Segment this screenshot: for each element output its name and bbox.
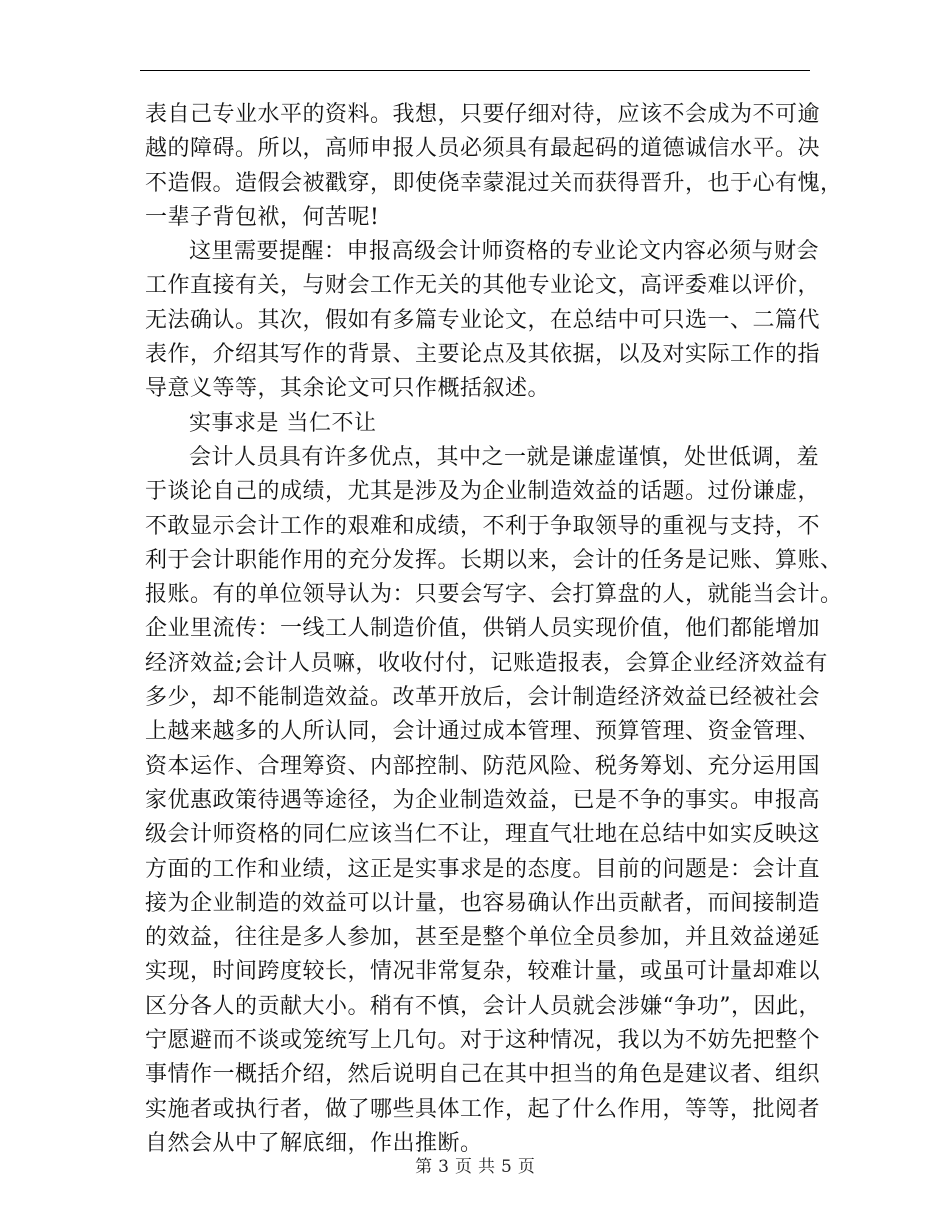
text-line: 级会计师资格的同仁应该当仁不让，理直气壮地在总结中如实反映这 [145,822,821,848]
text-line: 区分各人的贡献大小。稍有不慎，会计人员就会涉嫌“争功”，因此， [145,993,821,1019]
text-line: 不造假。造假会被戳穿，即使侥幸蒙混过关而获得晋升，也于心有愧， [145,170,843,196]
text-line: 实事求是 当仁不让 [189,410,377,436]
text-line: 企业里流传：一线工人制造价值，供销人员实现价值，他们都能增加 [145,616,821,642]
text-line: 于谈论自己的成绩，尤其是涉及为企业制造效益的话题。过份谦虚， [145,479,821,505]
page-footer [0,1152,950,1177]
body-text [145,98,843,1161]
footer-total-pages: 5 [501,1157,512,1177]
text-line: 家优惠政策待遇等途径，为企业制造效益，已是不争的事实。申报高 [145,787,821,813]
text-line: 经济效益;会计人员嘛，收收付付，记账造报表，会算企业经济效益有 [145,650,828,676]
text-line: 不敢显示会计工作的艰难和成绩，不利于争取领导的重视与支持，不 [145,513,821,539]
text-line: 这里需要提醒：申报高级会计师资格的专业论文内容必须与财会 [189,239,820,265]
text-line: 自然会从中了解底细，作出推断。 [145,1130,483,1156]
text-line: 实现，时间跨度较长，情况非常复杂，较难计量，或虽可计量却难以 [145,959,821,985]
text-line: 导意义等等，其余论文可只作概括叙述。 [145,376,551,402]
text-line: 表作，介绍其写作的背景、主要论点及其依据，以及对实际工作的指 [145,342,821,368]
text-line: 报账。有的单位领导认为：只要会写字、会打算盘的人，就能当会计。 [145,582,843,608]
text-line: 工作直接有关，与财会工作无关的其他专业论文，高评委难以评价， [145,273,821,299]
footer-suffix: 页 [517,1157,535,1177]
text-line: 越的障碍。所以，高师申报人员必须具有最起码的道德诚信水平。决 [145,136,821,162]
footer-total-word: 共 [478,1157,495,1177]
footer-page-word: 页 [455,1157,472,1177]
text-line: 方面的工作和业绩，这正是实事求是的态度。目前的问题是：会计直 [145,856,821,882]
text-line: 事情作一概括介绍，然后说明自己在其中担当的角色是建议者、组织 [145,1062,821,1088]
text-line: 上越来越多的人所认同，会计通过成本管理、预算管理、资金管理、 [145,719,821,745]
text-line: 表自己专业水平的资料。我想，只要仔细对待，应该不会成为不可逾 [145,102,821,127]
text-line: 的效益，往往是多人参加，甚至是整个单位全员参加，并且效益递延 [145,925,821,951]
text-line: 会计人员具有许多优点，其中之一就是谦虚谨慎，处世低调，羞 [189,444,820,470]
text-line: 资本运作、合理筹资、内部控制、防范风险、税务筹划、充分运用国 [145,753,821,779]
header-rule [140,70,810,71]
footer-current-page: 3 [438,1157,449,1177]
text-line: 无法确认。其次，假如有多篇专业论文，在总结中可只选一、二篇代 [145,307,821,333]
text-line: 接为企业制造的效益可以计量，也容易确认作出贡献者，而间接制造 [145,890,821,916]
text-line: 宁愿避而不谈或笼统写上几句。对于这种情况，我以为不妨先把整个 [145,1028,821,1054]
text-line: 实施者或执行者，做了哪些具体工作，起了什么作用，等等，批阅者 [145,1096,821,1122]
text-line: 利于会计职能作用的充分发挥。长期以来，会计的任务是记账、算账、 [145,547,843,573]
text-line: 一辈子背包袱，何苦呢! [145,204,380,230]
footer-prefix: 第 [415,1157,433,1177]
text-line: 多少，却不能制造效益。改革开放后，会计制造经济效益已经被社会 [145,685,821,711]
